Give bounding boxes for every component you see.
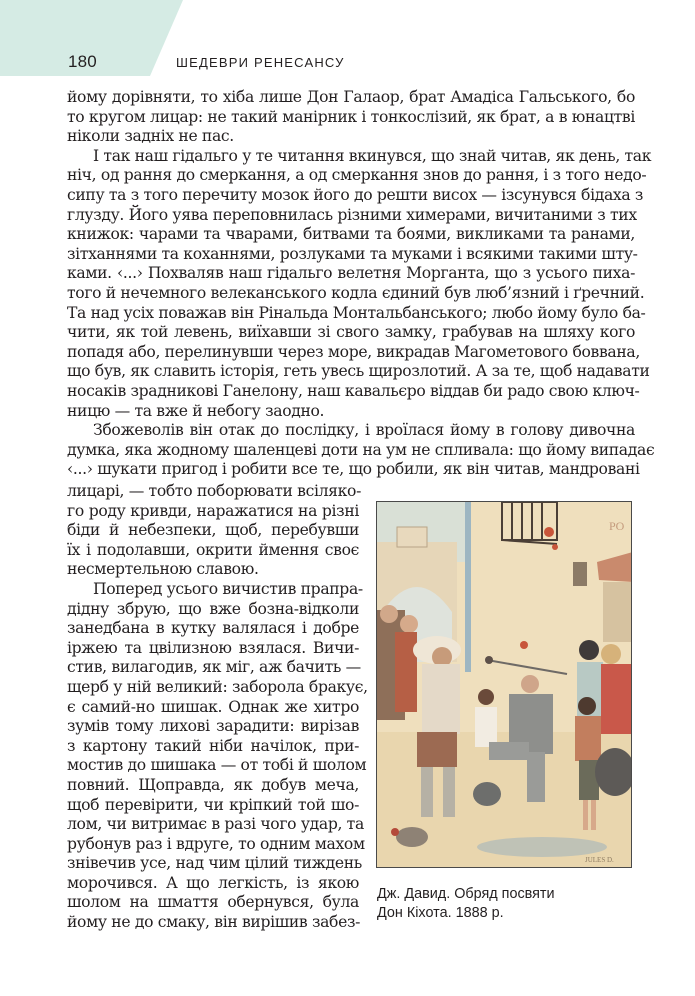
text-line: ніколи задніх не пас.	[67, 127, 234, 146]
text-line: стив, вилагодив, як міг, аж бачить —	[67, 658, 361, 677]
text-line: глузду. Його уява переповнилась різними химерами, вичитаними з тих	[67, 205, 637, 224]
text-line: знівечив усе, над чим цілий тиждень	[67, 854, 362, 873]
text-line: рубонув раз і вдруге, то одним махом	[67, 834, 365, 853]
paragraph-start-line: Поперед усього вичистив прапра-	[93, 579, 363, 598]
text-line: то кругом лицар: не такий манірник і тонкослізий, як брат, а в юнацтві	[67, 107, 635, 126]
caption-line: Дж. Давид. Обряд посвяти	[377, 886, 555, 902]
body-text-column	[67, 482, 368, 933]
caption-line: Дон Кіхота. 1888 р.	[377, 905, 504, 921]
text-line: зітханнями та коханнями, розлуками та муками і всякими такими шту-	[67, 244, 638, 263]
text-line: чити, як той левень, виїхавши зі свого замку, грабував на шляху кого	[67, 323, 635, 342]
text-line: дідну збрую, що вже бозна-відколи	[67, 599, 359, 618]
text-line: книжок: чарами та чварами, битвами та боями, викликами та ранами,	[67, 225, 635, 244]
text-line: лицарі, — тобто поборювати всіляко-	[67, 482, 361, 500]
text-line: з картону такий ніби начілок, при-	[67, 736, 359, 755]
paragraph-start-line: І так наш гідальго у те читання вкинувся, що знай читав, як день, так	[93, 146, 652, 165]
text-line: щерб у ній великий: заборола бракує,	[67, 677, 368, 696]
text-line: ‹...› шукати пригод і робити все те, що робили, як він читав, мандровані	[67, 460, 640, 479]
shop-sign-text: PO	[609, 519, 625, 533]
figure-caption	[377, 885, 555, 923]
text-line: сипу та з того перечиту мозок його до решти висох — ізсунувся бідаха з	[67, 185, 644, 204]
text-line: лом, чи витримає в разі чого удар, та	[67, 815, 364, 834]
text-line: повний. Щоправда, як добув меча,	[67, 775, 359, 794]
text-line: що був, як славить історія, геть увесь щирозлотий. А за те, щоб надавати	[67, 362, 650, 381]
text-line: Та над усіх поважав він Рінальда Монтальбанського; любо йому було ба-	[67, 303, 646, 322]
text-line: зумів тому лихові зарадити: вирізав	[67, 717, 359, 736]
paragraph-start-line: Збожеволів він отак до послідку, і вроїлася йому в голову дивочна	[93, 421, 635, 440]
body-text-full-width	[67, 88, 655, 480]
artist-signature: JULES D.	[585, 856, 614, 864]
text-line: думка, яка жодному шаленцеві доти на ум не спливала: що йому випадає	[67, 440, 655, 459]
illustration-drawing	[377, 502, 632, 868]
text-line: того й нечемного велеканського кодла єдиний був люб’язний і ґречний.	[67, 283, 645, 302]
running-title: ШЕДЕВРИ РЕНЕСАНСУ	[176, 55, 345, 70]
illustration-don-quixote-knighting	[376, 501, 632, 868]
text-line: біди й небезпеки, щоб, перебувши	[67, 521, 359, 540]
text-line: шолом на шмаття обернувся, була	[67, 893, 359, 912]
text-line: мостив до шишака — от тобі й шолом	[67, 756, 367, 775]
page-number: 180	[68, 52, 97, 71]
text-line: іржею та цвілизною взялася. Вичи-	[67, 638, 359, 657]
text-line: їх і подолавши, окрити ймення своє	[67, 540, 359, 559]
text-line: йому дорівняти, то хіба лише Дон Галаор, брат Амадіса Гальського, бо	[67, 88, 635, 106]
text-line: носаків зрадникові Ганелону, наш кавальєро віддав би радо свою ключ-	[67, 381, 640, 400]
text-line: занедбана в кутку валялася і добре	[67, 619, 359, 638]
text-line: несмертельною славою.	[67, 560, 259, 579]
text-line: щоб перевірити, чи кріпкий той шо-	[67, 795, 359, 814]
text-line: попадя або, перелинувши через море, викрадав Магометового боввана,	[67, 342, 640, 361]
text-line: є самий-но шишак. Однак же хитро	[67, 697, 359, 716]
text-line: ницю — та вже й небогу заодно.	[67, 401, 325, 420]
text-line: ками. ‹...› Похваляв наш гідальго велетня Морганта, що з усього пиха-	[67, 264, 635, 283]
text-line: ніч, од рання до смеркання, а од смеркання знов до рання, і з того недо-	[67, 166, 647, 185]
text-line: го роду кривди, наражатися на різні	[67, 501, 359, 520]
text-line: йому не до смаку, він вирішив забез-	[67, 913, 361, 932]
text-line: морочився. А що легкість, із якою	[67, 873, 359, 892]
